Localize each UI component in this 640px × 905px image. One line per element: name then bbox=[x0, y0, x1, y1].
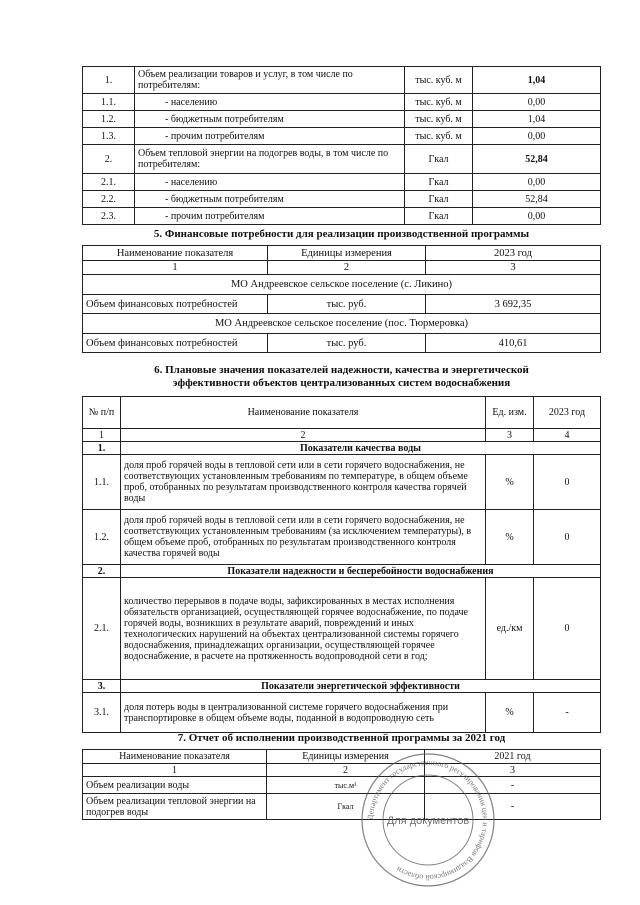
column-number: 3 bbox=[486, 429, 534, 442]
column-number: 2 bbox=[268, 261, 426, 275]
row-name: Объем реализации воды bbox=[83, 777, 267, 794]
row-unit: тыс. руб. bbox=[268, 334, 426, 353]
row-number: 1. bbox=[83, 67, 135, 94]
column-number: 2 bbox=[121, 429, 486, 442]
row-name: - населению bbox=[135, 174, 405, 191]
group-row bbox=[83, 680, 601, 693]
group-number: 1. bbox=[83, 442, 121, 455]
table-header-row bbox=[83, 246, 601, 261]
row-value: - bbox=[425, 777, 601, 794]
row-value: 0 bbox=[534, 455, 601, 510]
row-value: 1,04 bbox=[473, 67, 601, 94]
row-unit: % bbox=[486, 693, 534, 733]
row-number: 1.2. bbox=[83, 111, 135, 128]
table-row bbox=[83, 455, 601, 510]
table-row bbox=[83, 334, 601, 353]
row-name: Объем финансовых потребностей bbox=[83, 295, 268, 314]
group-number: 2. bbox=[83, 565, 121, 578]
row-unit: тыс. куб. м bbox=[405, 111, 473, 128]
row-name: Объем финансовых потребностей bbox=[83, 334, 268, 353]
stamp-ring-text: Департамент государственного регулирования цен и тарифов Владимирской области bbox=[365, 757, 491, 883]
row-number: 2.3. bbox=[83, 208, 135, 225]
column-header: Ед. изм. bbox=[486, 397, 534, 429]
table-row bbox=[83, 693, 601, 733]
row-name: Объем реализации тепловой энергии на подогрев воды bbox=[83, 794, 267, 820]
row-value: 410,61 bbox=[426, 334, 601, 353]
row-unit: тыс. куб. м bbox=[405, 128, 473, 145]
group-row bbox=[83, 442, 601, 455]
stamp-seal bbox=[358, 750, 498, 890]
column-header: Наименование показателя bbox=[83, 750, 267, 764]
column-number: 1 bbox=[83, 764, 267, 777]
row-number: 2. bbox=[83, 145, 135, 174]
table-row bbox=[83, 191, 601, 208]
stamp-center-text: Для документов bbox=[386, 815, 470, 827]
row-unit: % bbox=[486, 510, 534, 565]
group-row bbox=[83, 314, 601, 334]
row-text: доля проб горячей воды в тепловой сети или в сети горячего водоснабжения, не соответствующих установленным требованиям (за исключением температуры), в общем объеме проб, отобранных по результатам производственного контроля качества горячей воды bbox=[121, 510, 486, 565]
row-value: 0 bbox=[534, 510, 601, 565]
row-unit: тыс.м³ bbox=[267, 777, 425, 794]
row-value: 3 692,35 bbox=[426, 295, 601, 314]
row-number: 1.1. bbox=[83, 455, 121, 510]
table-row bbox=[83, 208, 601, 225]
column-header: № п/п bbox=[83, 397, 121, 429]
column-number: 1 bbox=[83, 429, 121, 442]
column-header: Единицы измерения bbox=[268, 246, 426, 261]
row-name: Объем тепловой энергии на подогрев воды, в том числе по потребителям: bbox=[135, 145, 405, 174]
row-unit: Гкал bbox=[267, 794, 425, 820]
table-row bbox=[83, 295, 601, 314]
table-row bbox=[83, 67, 601, 94]
row-value: 0,00 bbox=[473, 128, 601, 145]
column-number-row bbox=[83, 429, 601, 442]
row-number: 1.2. bbox=[83, 510, 121, 565]
row-value: 0,00 bbox=[473, 208, 601, 225]
row-unit: Гкал bbox=[405, 174, 473, 191]
table-row bbox=[83, 94, 601, 111]
indicators-table bbox=[82, 396, 601, 733]
column-number: 3 bbox=[425, 764, 601, 777]
row-value: - bbox=[534, 693, 601, 733]
row-number: 2.1. bbox=[83, 174, 135, 191]
column-header: Единицы измерения bbox=[267, 750, 425, 764]
row-text: количество перерывов в подаче воды, зафиксированных в местах исполнения обязательств организацией, осуществляющей горячее водоснабжение, по подаче горячей воды, возникших в результате аварий, повреждений и иных технологических нарушений на объектах централизованной системы горячего водоснабжения, принадлежащих организации, осуществляющей горячее водоснабжение, в расчете на протяженность водопроводной сети в год; bbox=[121, 578, 486, 680]
section-6-title bbox=[82, 364, 601, 390]
row-unit: ед./км bbox=[486, 578, 534, 680]
table-row bbox=[83, 578, 601, 680]
row-number: 2.1. bbox=[83, 578, 121, 680]
group-title: МО Андреевское сельское поселение (пос. Тюрмеровка) bbox=[83, 314, 601, 334]
row-value: 52,84 bbox=[473, 191, 601, 208]
section-5-title: 5. Финансовые потребности для реализации производственной программы bbox=[153, 228, 530, 240]
row-unit: тыс. куб. м bbox=[405, 94, 473, 111]
row-value: 0,00 bbox=[473, 94, 601, 111]
row-text: доля проб горячей воды в тепловой сети или в сети горячего водоснабжения, не соответствующих установленным требованиям по температуре, в общем объеме проб, отобранных по результатам производственного контроля качества горячей воды bbox=[121, 455, 486, 510]
group-title: Показатели качества воды bbox=[121, 442, 601, 455]
row-unit: Гкал bbox=[405, 208, 473, 225]
row-name: - населению bbox=[135, 94, 405, 111]
row-unit: Гкал bbox=[405, 145, 473, 174]
row-value: 0,00 bbox=[473, 174, 601, 191]
row-name: - прочим потребителям bbox=[135, 208, 405, 225]
column-header: 2023 год bbox=[534, 397, 601, 429]
row-value: 1,04 bbox=[473, 111, 601, 128]
section-6-title-line1: 6. Плановые значения показателей надежности, качества и энергетической bbox=[154, 364, 529, 376]
row-value: 52,84 bbox=[473, 145, 601, 174]
row-number: 2.2. bbox=[83, 191, 135, 208]
table-header-row bbox=[83, 750, 601, 764]
row-unit: тыс. руб. bbox=[268, 295, 426, 314]
column-number: 1 bbox=[83, 261, 268, 275]
row-unit: % bbox=[486, 455, 534, 510]
row-value: 0 bbox=[534, 578, 601, 680]
row-name: - бюджетным потребителям bbox=[135, 191, 405, 208]
column-number-row bbox=[83, 261, 601, 275]
table-row bbox=[83, 111, 601, 128]
section-6-title-line2: эффективности объектов централизованных систем водоснабжения bbox=[172, 377, 511, 389]
row-number: 1.1. bbox=[83, 94, 135, 111]
group-title: Показатели надежности и бесперебойности водоснабжения bbox=[121, 565, 601, 578]
row-name: Объем реализации товаров и услуг, в том числе по потребителям: bbox=[135, 67, 405, 94]
row-value: - bbox=[425, 794, 601, 820]
row-name: - прочим потребителям bbox=[135, 128, 405, 145]
row-unit: Гкал bbox=[405, 191, 473, 208]
row-name: - бюджетным потребителям bbox=[135, 111, 405, 128]
volume-table bbox=[82, 66, 601, 225]
row-text: доля потерь воды в централизованной системе горячего водоснабжения при транспортировке в общем объеме воды, поданной в водопроводную сеть bbox=[121, 693, 486, 733]
column-header: Наименование показателя bbox=[83, 246, 268, 261]
table-row bbox=[83, 145, 601, 174]
column-number: 2 bbox=[267, 764, 425, 777]
column-header: 2023 год bbox=[426, 246, 601, 261]
table-row bbox=[83, 794, 601, 820]
financial-needs-table bbox=[82, 245, 601, 353]
column-header: 2021 год bbox=[425, 750, 601, 764]
table-row bbox=[83, 128, 601, 145]
column-number: 4 bbox=[534, 429, 601, 442]
row-unit: тыс. куб. м bbox=[405, 67, 473, 94]
table-row bbox=[83, 174, 601, 191]
column-number-row bbox=[83, 764, 601, 777]
table-header-row bbox=[83, 397, 601, 429]
table-row bbox=[83, 510, 601, 565]
group-number: 3. bbox=[83, 680, 121, 693]
section-7-title: 7. Отчет об исполнении производственной программы за 2021 год bbox=[177, 732, 506, 744]
group-row bbox=[83, 565, 601, 578]
column-number: 3 bbox=[426, 261, 601, 275]
table-row bbox=[83, 777, 601, 794]
group-row bbox=[83, 275, 601, 295]
report-table bbox=[82, 749, 601, 820]
column-header: Наименование показателя bbox=[121, 397, 486, 429]
row-number: 3.1. bbox=[83, 693, 121, 733]
group-title: МО Андреевское сельское поселение (с. Ликино) bbox=[83, 275, 601, 295]
group-title: Показатели энергетической эффективности bbox=[121, 680, 601, 693]
row-number: 1.3. bbox=[83, 128, 135, 145]
